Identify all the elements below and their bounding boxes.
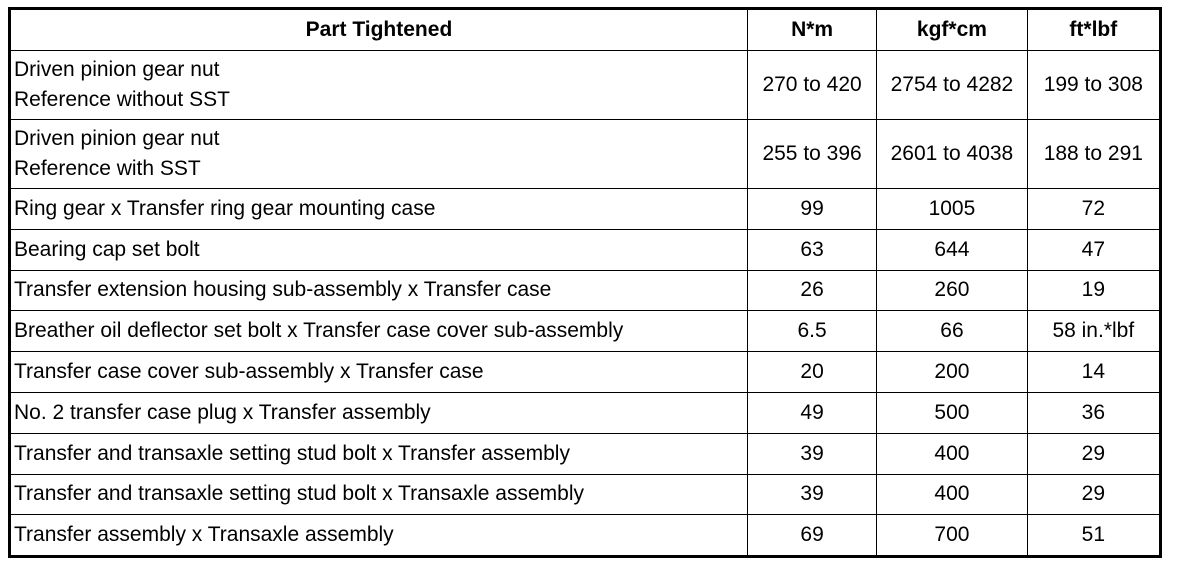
nm-cell: 49 [747,392,876,433]
kgf-cell: 400 [877,433,1027,474]
ft-cell: 58 in.*lbf [1027,311,1160,352]
nm-cell: 63 [747,229,876,270]
part-cell: Transfer assembly x Transaxle assembly [10,515,748,557]
nm-cell: 39 [747,433,876,474]
nm-cell: 39 [747,474,876,515]
part-line: Reference without SST [14,88,230,111]
part-cell: Bearing cap set bolt [10,229,748,270]
nm-cell: 99 [747,189,876,230]
kgf-cell: 700 [877,515,1027,557]
table-row [10,311,1161,352]
part-cell: Transfer case cover sub-assembly x Transfer case [10,352,748,393]
ft-cell: 199 to 308 [1027,51,1160,120]
kgf-cell: 400 [877,474,1027,515]
ft-cell: 29 [1027,433,1160,474]
nm-cell: 20 [747,352,876,393]
ft-cell: 51 [1027,515,1160,557]
nm-cell: 270 to 420 [747,51,876,120]
part-line: Driven pinion gear nut [14,58,220,81]
kgf-cell: 2601 to 4038 [877,120,1027,189]
table-row [10,120,1161,189]
part-cell: Transfer and transaxle setting stud bolt x Transfer assembly [10,433,748,474]
table-row [10,270,1161,311]
nm-cell: 6.5 [747,311,876,352]
ft-cell: 29 [1027,474,1160,515]
kgf-cell: 2754 to 4282 [877,51,1027,120]
ft-cell: 188 to 291 [1027,120,1160,189]
kgf-cell: 500 [877,392,1027,433]
ft-cell: 19 [1027,270,1160,311]
ft-cell: 47 [1027,229,1160,270]
table-row [10,515,1161,557]
table-row [10,433,1161,474]
table-row [10,392,1161,433]
nm-cell: 69 [747,515,876,557]
part-cell: Transfer and transaxle setting stud bolt x Transaxle assembly [10,474,748,515]
ft-cell: 14 [1027,352,1160,393]
kgf-cell: 1005 [877,189,1027,230]
nm-cell: 26 [747,270,876,311]
part-line: Reference with SST [14,157,201,180]
kgf-cell: 260 [877,270,1027,311]
table-row [10,352,1161,393]
header-nm: N*m [747,9,876,51]
header-part-tightened: Part Tightened [10,9,748,51]
kgf-cell: 66 [877,311,1027,352]
header-row [10,9,1161,51]
part-cell [10,120,748,189]
kgf-cell: 644 [877,229,1027,270]
table-row [10,474,1161,515]
table-row [10,51,1161,120]
torque-spec-table [8,7,1162,558]
part-cell: Ring gear x Transfer ring gear mounting case [10,189,748,230]
table-row [10,189,1161,230]
part-cell: No. 2 transfer case plug x Transfer assembly [10,392,748,433]
part-cell: Breather oil deflector set bolt x Transfer case cover sub-assembly [10,311,748,352]
ft-cell: 72 [1027,189,1160,230]
ft-cell: 36 [1027,392,1160,433]
header-ft-lbf: ft*lbf [1027,9,1160,51]
table-row [10,229,1161,270]
nm-cell: 255 to 396 [747,120,876,189]
header-kgf-cm: kgf*cm [877,9,1027,51]
part-cell: Transfer extension housing sub-assembly x Transfer case [10,270,748,311]
part-cell [10,51,748,120]
part-line: Driven pinion gear nut [14,127,220,150]
kgf-cell: 200 [877,352,1027,393]
